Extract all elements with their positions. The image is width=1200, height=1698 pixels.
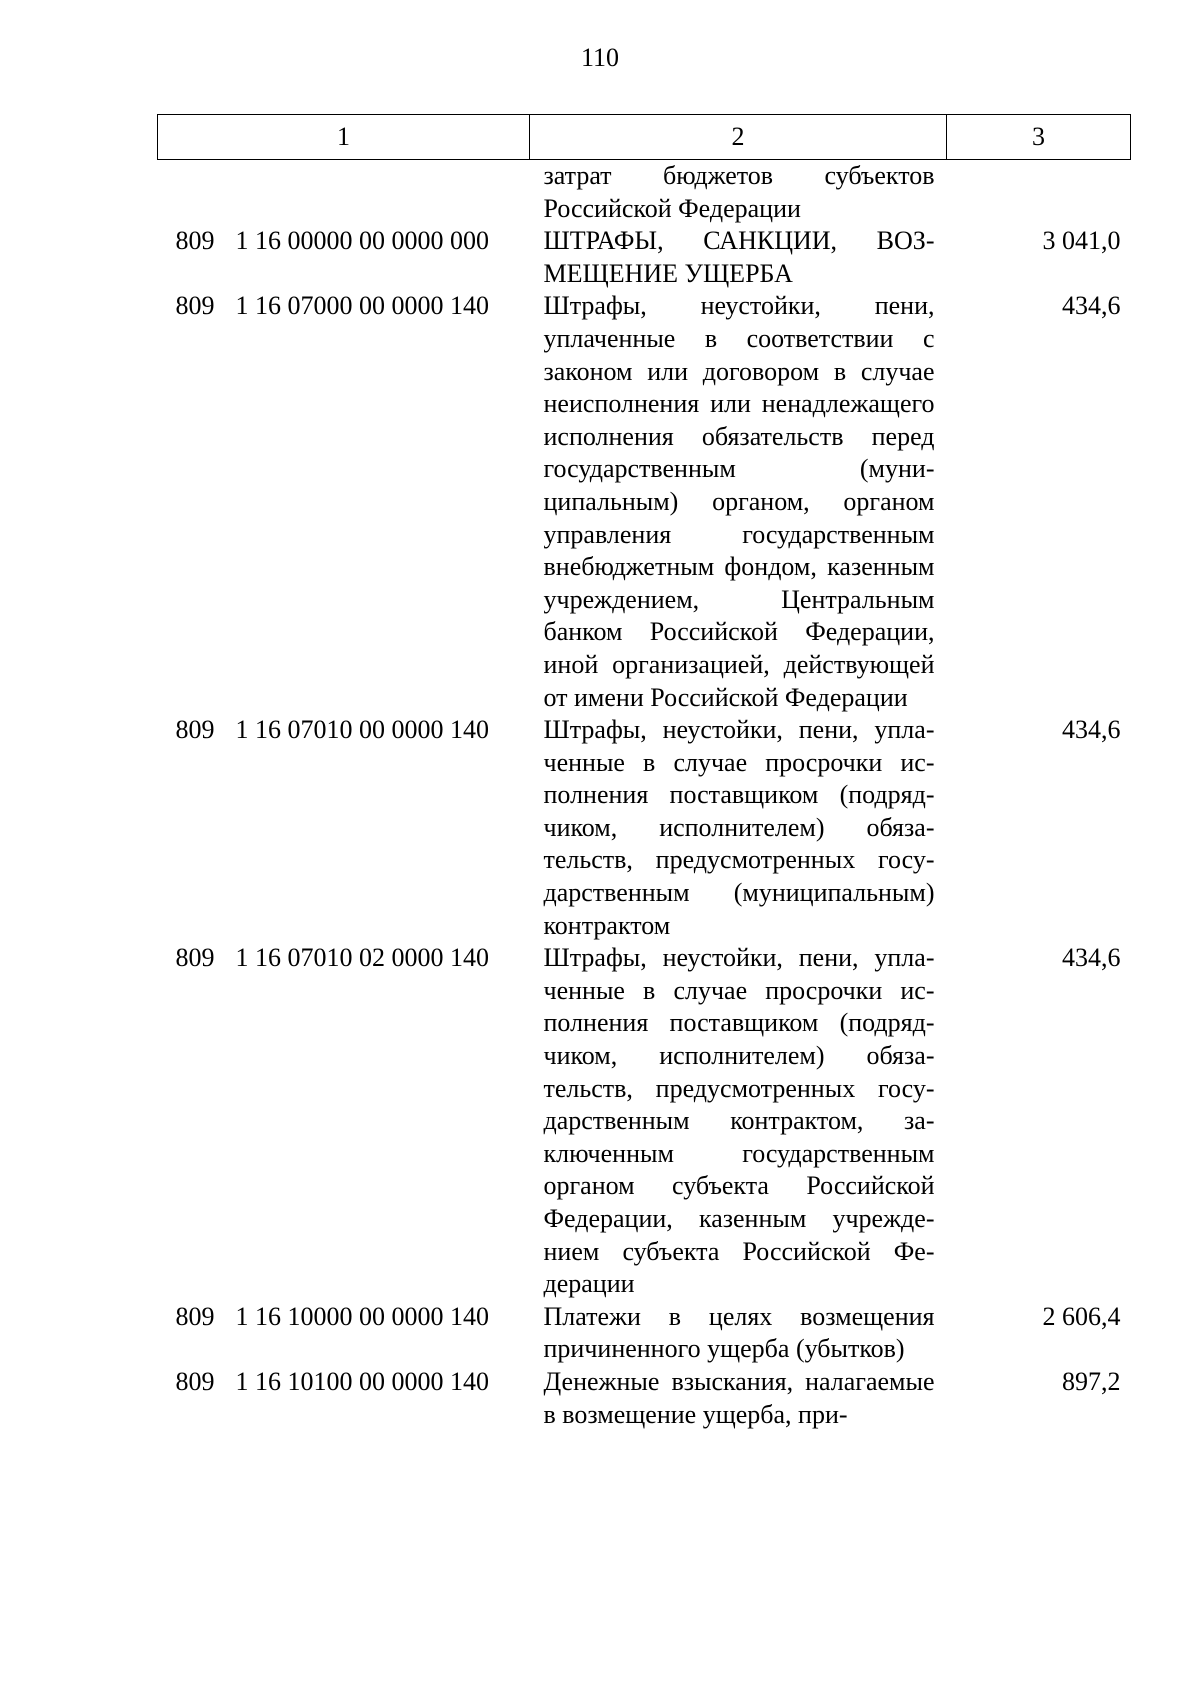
admin-code: 809 bbox=[175, 1301, 215, 1331]
budget-classification-code: 1 16 07000 00 0000 140 bbox=[235, 291, 489, 321]
admin-code: 809 bbox=[175, 715, 215, 745]
column-header-3: 3 bbox=[947, 115, 1131, 160]
amount-cell: 897,2 bbox=[1062, 1366, 1121, 1396]
admin-code: 809 bbox=[175, 1366, 215, 1396]
column-header-2: 2 bbox=[530, 115, 947, 160]
table-header-row bbox=[158, 115, 1131, 160]
code-cell bbox=[158, 160, 530, 226]
amount-cell: 434,6 bbox=[1062, 715, 1121, 745]
budget-classification-code: 1 16 07010 00 0000 140 bbox=[235, 715, 489, 745]
code-cell bbox=[158, 714, 530, 942]
amount-cell bbox=[947, 160, 1131, 226]
admin-code: 809 bbox=[175, 226, 215, 256]
code-cell bbox=[158, 1301, 530, 1366]
table-row bbox=[158, 290, 1131, 714]
amount-cell: 434,6 bbox=[1062, 943, 1121, 973]
description-cell: затрат бюджетов субъектов Российской Федерации bbox=[543, 161, 935, 223]
code-cell bbox=[158, 942, 530, 1301]
page-number: 110 bbox=[580, 43, 620, 72]
admin-code: 809 bbox=[175, 943, 215, 973]
table-row bbox=[158, 1301, 1131, 1366]
budget-classification-code: 1 16 10100 00 0000 140 bbox=[235, 1366, 489, 1396]
amount-cell: 434,6 bbox=[1062, 291, 1121, 321]
budget-classification-code: 1 16 00000 00 0000 000 bbox=[235, 226, 489, 256]
description-cell: Денежные взыскания, налагаемые в возмещение ущерба, при- bbox=[543, 1366, 935, 1429]
admin-code: 809 bbox=[175, 291, 215, 321]
description-cell: Штрафы, неустойки, пени, уплаченные в случае просрочки исполнения поставщиком (подрядчиком, исполнителем) обязательств, предусмотренных государственным контрактом, заключенным государственным органом субъекта Российской Федерации, казенным учреждением субъекта Российской Федерации bbox=[543, 943, 935, 1299]
budget-classification-code: 1 16 07010 02 0000 140 bbox=[235, 943, 489, 973]
description-cell: ШТРАФЫ, САНКЦИИ, ВОЗМЕЩЕНИЕ УЩЕРБА bbox=[543, 226, 935, 288]
table-row bbox=[158, 942, 1131, 1301]
column-header-1: 1 bbox=[158, 115, 530, 160]
description-cell: Штрафы, неустойки, пени, уплаченные в случае просрочки исполнения поставщиком (подрядчиком, исполнителем) обязательств, предусмотренных государственным (муниципальным) контрактом bbox=[543, 715, 935, 940]
description-cell: Штрафы, неустойки, пени, уплаченные в соответствии с законом или договором в случае неисполнения или ненадлежащего исполнения обязательств перед государственным (муниципальным) органом, органом управления государственным внебюджетным фондом, казенным учреждением, Центральным банком Российской Федерации, иной организацией, действующей от имени Российской Федерации bbox=[543, 291, 935, 712]
code-cell bbox=[158, 1366, 530, 1431]
table-row bbox=[158, 160, 1131, 226]
code-cell bbox=[158, 290, 530, 714]
code-cell bbox=[158, 225, 530, 290]
amount-cell: 3 041,0 bbox=[1042, 226, 1121, 256]
budget-revenue-table bbox=[157, 114, 1131, 1431]
table-row bbox=[158, 714, 1131, 942]
budget-classification-code: 1 16 10000 00 0000 140 bbox=[235, 1301, 489, 1331]
table-row bbox=[158, 225, 1131, 290]
description-cell: Платежи в целях возмещения причиненного ущерба (убытков) bbox=[543, 1301, 935, 1364]
table-row bbox=[158, 1366, 1131, 1431]
amount-cell: 2 606,4 bbox=[1042, 1301, 1121, 1331]
